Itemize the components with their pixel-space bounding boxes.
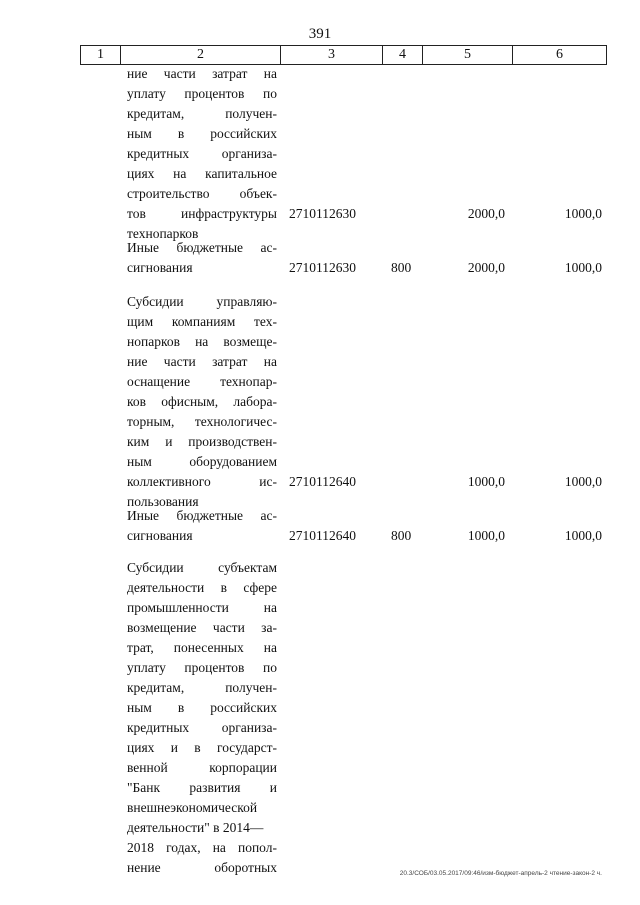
description-line: промышленности на bbox=[127, 600, 277, 615]
description-line: Иные бюджетные ас- bbox=[127, 508, 277, 523]
description-line: оснащение технопар- bbox=[127, 374, 277, 389]
col5-value: 2000,0 bbox=[467, 260, 505, 275]
header-col-5: 5 bbox=[423, 46, 513, 64]
description-line: уплату процентов по bbox=[127, 660, 277, 675]
description-line: Иные бюджетные ас- bbox=[127, 240, 277, 255]
description-line: нопарков на возмеще- bbox=[127, 334, 277, 349]
table-row-description bbox=[127, 64, 277, 244]
description-line: ким и производствен- bbox=[127, 434, 277, 449]
header-col-1: 1 bbox=[81, 46, 121, 64]
description-line: внешнеэкономической bbox=[127, 800, 258, 815]
type-value: 800 bbox=[391, 260, 412, 275]
description-line: возмещение части за- bbox=[127, 620, 277, 635]
description-line: ным в российских bbox=[127, 700, 277, 715]
header-col-4: 4 bbox=[383, 46, 423, 64]
header-col-6: 6 bbox=[556, 47, 563, 62]
description-line: деятельности" в 2014— bbox=[127, 820, 264, 835]
description-line: деятельности в сфере bbox=[127, 580, 277, 595]
description-line: торным, технологичес- bbox=[127, 414, 277, 429]
description-line: коллективного ис- bbox=[127, 474, 277, 489]
code-value: 2710112640 bbox=[289, 528, 356, 543]
col5-value: 1000,0 bbox=[467, 474, 505, 489]
table-row-description bbox=[127, 238, 277, 278]
code-value: 2710112630 bbox=[289, 206, 356, 221]
description-line: ков офисным, лабора- bbox=[127, 394, 277, 409]
description-line: Субсидии управляю- bbox=[127, 294, 277, 309]
col6-value: 1000,0 bbox=[564, 206, 602, 221]
description-line: кредитам, получен- bbox=[127, 106, 277, 121]
description-line: ние части затрат на bbox=[127, 66, 277, 81]
col5-value: 1000,0 bbox=[467, 528, 505, 543]
description-line: уплату процентов по bbox=[127, 86, 277, 101]
description-line: нение оборотных bbox=[127, 860, 277, 875]
description-line: щим компаниям тех- bbox=[127, 314, 277, 329]
table-row-description bbox=[127, 506, 277, 546]
description-line: сигнования bbox=[127, 528, 193, 543]
description-line: трат, понесенных на bbox=[127, 640, 277, 655]
description-line: тов инфраструктуры bbox=[127, 206, 277, 221]
code-value: 2710112630 bbox=[289, 260, 356, 275]
table-row-description bbox=[127, 292, 277, 512]
description-line: сигнования bbox=[127, 260, 193, 275]
description-line: кредитам, получен- bbox=[127, 680, 277, 695]
description-line: технопарков bbox=[127, 226, 199, 241]
description-line: "Банк развития и bbox=[127, 780, 277, 795]
table-header bbox=[80, 45, 607, 65]
description-line: циях на капитальное bbox=[127, 166, 277, 181]
col6-value: 1000,0 bbox=[564, 528, 602, 543]
description-line: Субсидии субъектам bbox=[127, 560, 277, 575]
type-value: 800 bbox=[391, 528, 412, 543]
description-line: ние части затрат на bbox=[127, 354, 277, 369]
table-row-description bbox=[127, 558, 277, 878]
description-line: ным оборудованием bbox=[127, 454, 277, 469]
col6-value: 1000,0 bbox=[564, 260, 602, 275]
code-value: 2710112640 bbox=[289, 474, 356, 489]
col6-value: 1000,0 bbox=[564, 474, 602, 489]
page-number: 391 bbox=[308, 26, 332, 42]
description-line: пользования bbox=[127, 494, 199, 509]
description-line: 2018 годах, на попол- bbox=[127, 840, 277, 855]
description-line: ным в российских bbox=[127, 126, 277, 141]
description-line: венной корпорации bbox=[127, 760, 277, 775]
document-footer: 20.3/СОБ/03.05.2017/09:46/изм-бюджет-апрель-2 чтение-закон-2 ч. bbox=[399, 870, 602, 877]
col5-value: 2000,0 bbox=[467, 206, 505, 221]
header-col-3: 3 bbox=[281, 46, 383, 64]
header-col-2: 2 bbox=[121, 46, 281, 64]
description-line: кредитных организа- bbox=[127, 146, 277, 161]
description-line: кредитных организа- bbox=[127, 720, 277, 735]
description-line: строительство объек- bbox=[127, 186, 277, 201]
description-line: циях и в государст- bbox=[127, 740, 277, 755]
